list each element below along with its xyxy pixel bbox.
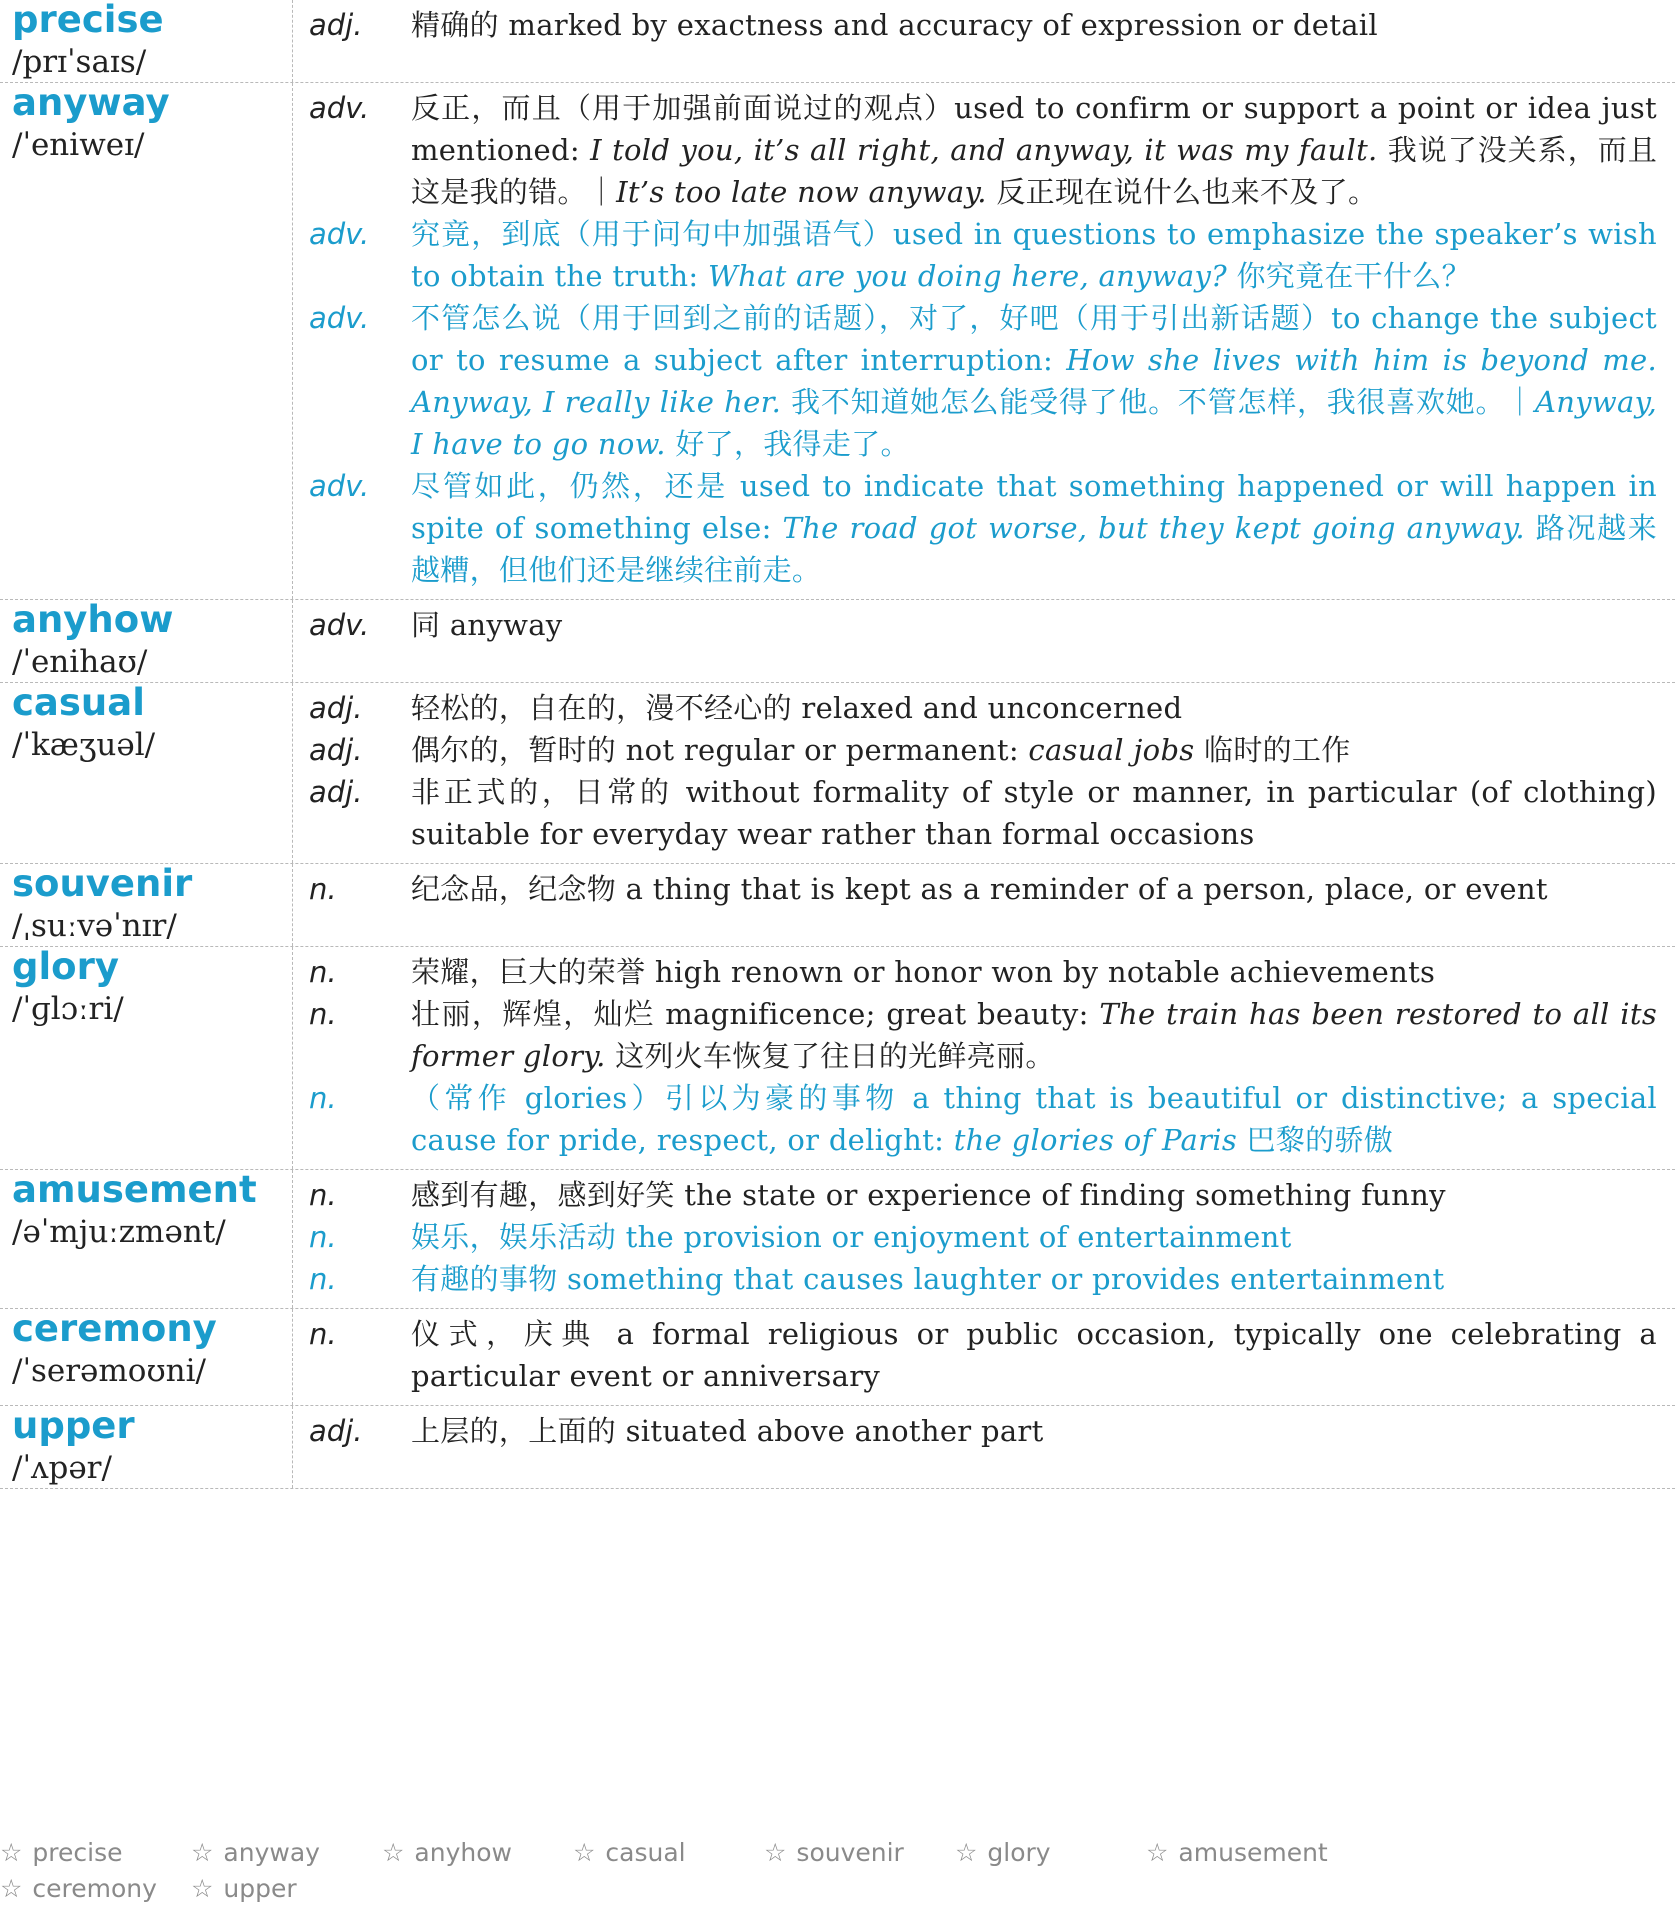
phonetic: /ˈʌpər/ — [12, 1450, 112, 1486]
checklist-item-glory[interactable] — [955, 1838, 1051, 1867]
sense — [309, 4, 1657, 46]
phonetic: /ˈeniweɪ/ — [12, 127, 145, 163]
entry-word-column — [0, 1406, 293, 1488]
definitions — [293, 600, 1675, 682]
checklist-item-ceremony[interactable] — [0, 1874, 157, 1903]
definition — [411, 87, 1657, 213]
definition-text: 我不知道她怎么能受得了他。不管怎样，我很喜欢她。｜ — [781, 385, 1536, 419]
definition — [411, 771, 1657, 855]
example-text: the glories of Paris — [953, 1123, 1238, 1157]
sense — [309, 1174, 1657, 1216]
star-icon[interactable]: ☆ — [191, 1874, 214, 1903]
definition-text: 巴黎的骄傲 — [1237, 1123, 1394, 1157]
phonetic: /prɪˈsaɪs/ — [12, 44, 147, 80]
definition — [411, 213, 1657, 297]
part-of-speech: adj. — [309, 733, 363, 767]
star-icon[interactable]: ☆ — [0, 1838, 23, 1867]
phonetic: /ˈenihaʊ/ — [12, 644, 148, 680]
sense — [309, 1410, 1657, 1452]
definition-text: 上层的，上面的 situated above another part — [411, 1414, 1044, 1448]
entry-souvenir — [0, 864, 1675, 947]
entry-word-column — [0, 0, 293, 82]
entry-precise — [0, 0, 1675, 83]
definition-text: 娱乐，娱乐活动 the provision or enjoyment of entertainment — [411, 1220, 1292, 1254]
headword: souvenir — [12, 862, 193, 905]
definitions — [293, 1309, 1675, 1405]
checklist-word: upper — [223, 1874, 297, 1903]
entry-word-column — [0, 1170, 293, 1308]
definition — [411, 868, 1657, 910]
headword: anyway — [12, 81, 170, 124]
example-text: The train has been restored to all its former glory. — [411, 997, 1658, 1073]
definition-text: 尽管如此，仍然，还是 used to indicate that something happened or will happen in spite of something else: — [411, 469, 1657, 545]
definitions — [293, 683, 1675, 863]
definition — [411, 604, 1657, 646]
checklist-word: glory — [987, 1838, 1051, 1867]
checklist-word: amusement — [1178, 1838, 1328, 1867]
definition-text: 同 anyway — [411, 608, 563, 642]
phonetic: /ˌsuːvəˈnɪr/ — [12, 908, 177, 944]
definition — [411, 465, 1657, 591]
checklist-item-amusement[interactable] — [1146, 1838, 1328, 1867]
part-of-speech: n. — [309, 872, 337, 906]
definition — [411, 1174, 1657, 1216]
sense — [309, 87, 1657, 213]
entry-casual — [0, 683, 1675, 864]
headword: casual — [12, 681, 145, 724]
entry-anyway — [0, 83, 1675, 600]
definitions — [293, 864, 1675, 946]
phonetic: /ˈkæʒuəl/ — [12, 727, 156, 763]
sense — [309, 604, 1657, 646]
definition-text: 轻松的，自在的，漫不经心的 relaxed and unconcerned — [411, 691, 1183, 725]
checklist-row — [0, 1874, 1675, 1910]
checklist-item-anyway[interactable] — [191, 1838, 320, 1867]
star-icon[interactable]: ☆ — [1146, 1838, 1169, 1867]
part-of-speech: n. — [309, 1262, 337, 1296]
part-of-speech: adv. — [309, 91, 370, 125]
definition — [411, 1410, 1657, 1452]
definitions — [293, 1170, 1675, 1308]
part-of-speech: adj. — [309, 775, 363, 809]
checklist-word: casual — [605, 1838, 686, 1867]
part-of-speech: adj. — [309, 8, 363, 42]
part-of-speech: n. — [309, 1081, 337, 1115]
definition-text: 我说了没关系，而且这是我的错。｜ — [411, 133, 1657, 209]
entry-word-column — [0, 1309, 293, 1405]
definition-text: 路况越来越糟，但他们还是继续往前走。 — [411, 511, 1657, 587]
sense — [309, 213, 1657, 297]
example-text: The road got worse, but they kept going anyway. — [782, 511, 1525, 545]
sense — [309, 465, 1657, 591]
part-of-speech: adv. — [309, 469, 370, 503]
definition-text: 壮丽，辉煌，灿烂 magnificence; great beauty: — [411, 997, 1100, 1031]
part-of-speech: n. — [309, 955, 337, 989]
definition-text: 偶尔的，暂时的 not regular or permanent: — [411, 733, 1029, 767]
entry-word-column — [0, 864, 293, 946]
example-text: What are you doing here, anyway? — [708, 259, 1227, 293]
entry-anyhow — [0, 600, 1675, 683]
part-of-speech: adj. — [309, 1414, 363, 1448]
definition-text: 感到有趣，感到好笑 the state or experience of finding something funny — [411, 1178, 1446, 1212]
sense — [309, 951, 1657, 993]
part-of-speech: adv. — [309, 217, 370, 251]
definition-text: 反正，而且（用于加强前面说过的观点）used to confirm or support a point or idea just mentioned: — [411, 91, 1657, 167]
phonetic: /ˈserəmoʊni/ — [12, 1353, 206, 1389]
entry-word-column — [0, 947, 293, 1169]
definition-text: 有趣的事物 something that causes laughter or provides entertainment — [411, 1262, 1445, 1296]
part-of-speech: adv. — [309, 608, 370, 642]
checklist-word: anyhow — [414, 1838, 512, 1867]
checklist-word: ceremony — [32, 1874, 157, 1903]
headword: upper — [12, 1404, 135, 1447]
entry-word-column — [0, 83, 293, 599]
definitions — [293, 1406, 1675, 1488]
headword: precise — [12, 0, 164, 41]
definition — [411, 1216, 1657, 1258]
sense — [309, 771, 1657, 855]
entry-upper — [0, 1406, 1675, 1489]
definition — [411, 4, 1657, 46]
part-of-speech: n. — [309, 1178, 337, 1212]
entry-ceremony — [0, 1309, 1675, 1406]
definitions — [293, 83, 1675, 599]
example-text: I told you, it’s all right, and anyway, it was my fault. — [590, 133, 1378, 167]
definition-text: 你究竟在干什么？ — [1226, 259, 1471, 293]
checklist-item-anyhow[interactable] — [382, 1838, 512, 1867]
headword: amusement — [12, 1168, 257, 1211]
definition-text: 究竟，到底（用于问句中加强语气）used in questions to emphasize the speaker’s wish to obtain the truth: — [411, 217, 1657, 293]
star-icon[interactable]: ☆ — [0, 1874, 23, 1903]
definitions — [293, 0, 1675, 82]
definition-text: 好了，我得走了。 — [665, 427, 910, 461]
definition — [411, 993, 1657, 1077]
definition-text: 纪念品，纪念物 a thing that is kept as a reminder of a person, place, or event — [411, 872, 1548, 906]
entry-word-column — [0, 683, 293, 863]
star-icon[interactable]: ☆ — [191, 1838, 214, 1867]
checklist-item-souvenir[interactable] — [764, 1838, 904, 1867]
star-icon[interactable]: ☆ — [382, 1838, 405, 1867]
definition — [411, 1258, 1657, 1300]
phonetic: /əˈmjuːzmənt/ — [12, 1214, 226, 1250]
definition — [411, 687, 1657, 729]
part-of-speech: adv. — [309, 301, 370, 335]
checklist-row — [0, 1838, 1675, 1874]
definition-text: 非正式的，日常的 without formality of style or manner, in particular (of clothing) suitable for everyday wear rather than formal occasions — [411, 775, 1657, 851]
sense — [309, 868, 1657, 910]
headword: glory — [12, 945, 119, 988]
definition — [411, 1313, 1657, 1397]
checklist-word: precise — [32, 1838, 123, 1867]
definition — [411, 729, 1657, 771]
checklist-item-precise[interactable] — [0, 1838, 123, 1867]
checklist-item-casual[interactable] — [573, 1838, 686, 1867]
word-checklist — [0, 1838, 1675, 1910]
sense — [309, 1258, 1657, 1300]
example-text: casual jobs — [1028, 733, 1195, 767]
part-of-speech: n. — [309, 1220, 337, 1254]
part-of-speech: n. — [309, 1317, 337, 1351]
part-of-speech: adj. — [309, 691, 363, 725]
star-icon[interactable]: ☆ — [955, 1838, 978, 1867]
sense — [309, 1216, 1657, 1258]
definition-text: 临时的工作 — [1194, 733, 1351, 767]
star-icon[interactable]: ☆ — [573, 1838, 596, 1867]
entry-word-column — [0, 600, 293, 682]
example-text: Anyway, I have to go now. — [411, 385, 1657, 461]
definitions — [293, 947, 1675, 1169]
definition-text: 不管怎么说（用于回到之前的话题），对了，好吧（用于引出新话题）to change the subject or to resume a subject after interruption: — [411, 301, 1657, 377]
definition — [411, 951, 1657, 993]
definition-text: （常作 glories）引以为豪的事物 a thing that is beautiful or distinctive; a special cause for pride, respect, or delight: — [411, 1081, 1657, 1157]
definition — [411, 297, 1657, 465]
headword: anyhow — [12, 598, 174, 641]
sense — [309, 1313, 1657, 1397]
definition-text: 反正现在说什么也来不及了。 — [986, 175, 1378, 209]
checklist-word: souvenir — [796, 1838, 904, 1867]
definition — [411, 1077, 1657, 1161]
definition-text: 这列火车恢复了往日的光鲜亮丽。 — [605, 1039, 1055, 1073]
example-text: It’s too late now anyway. — [616, 175, 987, 209]
example-text: How she lives with him is beyond me. Anyway, I really like her. — [411, 343, 1658, 419]
part-of-speech: n. — [309, 997, 337, 1031]
definition-text: 仪式，庆典 a formal religious or public occasion, typically one celebrating a particular event or anniversary — [411, 1317, 1657, 1393]
sense — [309, 687, 1657, 729]
star-icon[interactable]: ☆ — [764, 1838, 787, 1867]
sense — [309, 1077, 1657, 1161]
checklist-word: anyway — [223, 1838, 320, 1867]
definition-text: 荣耀，巨大的荣誉 high renown or honor won by notable achievements — [411, 955, 1436, 989]
sense — [309, 729, 1657, 771]
definition-text: 精确的 marked by exactness and accuracy of expression or detail — [411, 8, 1378, 42]
checklist-item-upper[interactable] — [191, 1874, 297, 1903]
sense — [309, 993, 1657, 1077]
headword: ceremony — [12, 1307, 217, 1350]
entry-glory — [0, 947, 1675, 1170]
phonetic: /ˈɡlɔːri/ — [12, 991, 124, 1027]
entry-amusement — [0, 1170, 1675, 1309]
sense — [309, 297, 1657, 465]
